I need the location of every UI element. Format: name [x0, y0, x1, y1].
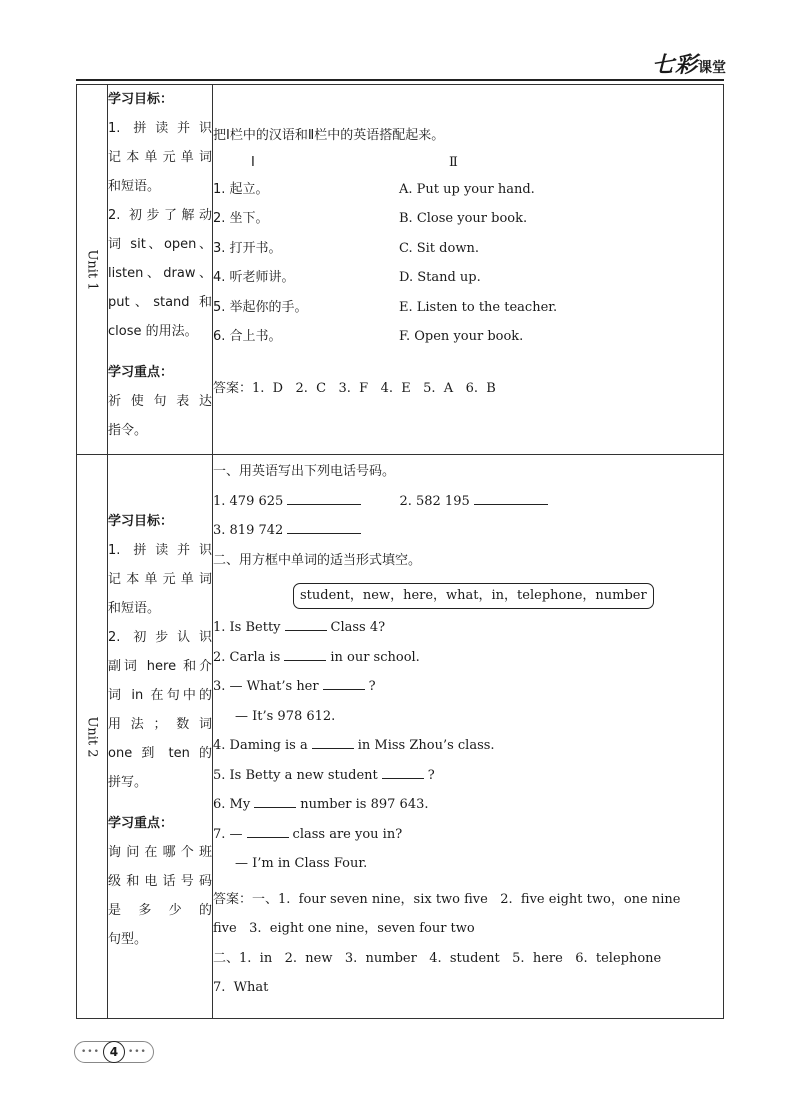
unit1-column-heads: [213, 151, 723, 175]
column-head-2: Ⅱ: [449, 154, 458, 170]
answer-blank[interactable]: [382, 766, 424, 779]
question-text: ?: [368, 679, 376, 694]
question-text: ?: [427, 767, 435, 783]
question-text: 7. —: [213, 826, 243, 842]
match-en: B. Close your book.: [399, 211, 528, 226]
question-3: [213, 672, 723, 702]
question-6: [213, 790, 723, 820]
unit2-focus-title: 学习重点：: [108, 816, 174, 831]
unit2-content: [213, 455, 724, 1019]
brand-logo: [652, 48, 726, 79]
dots-decoration: •••: [81, 1047, 100, 1057]
unit2-focus-line: 句型。: [108, 932, 148, 947]
unit2-goal2-line: one 到 ten 的: [108, 746, 212, 761]
answer-blank[interactable]: [323, 677, 365, 690]
unit2-goal2-line: 副词 here 和介: [108, 659, 212, 674]
question-7-reply: — I’m in Class Four.: [235, 856, 368, 871]
unit1-label: Unit 1: [84, 248, 100, 291]
question-text: in Miss Zhou’s class.: [357, 738, 495, 753]
unit1-goal2-line: 词 sit、open、: [108, 237, 212, 252]
unit1-focus-line: 祈使句表达: [108, 394, 212, 409]
question-2: [213, 643, 723, 673]
unit2-goal2-line: 用法；数词: [108, 717, 212, 732]
answer-blank[interactable]: [287, 521, 361, 534]
match-cn: 4. 听老师讲。: [213, 270, 295, 285]
unit2-goal2-line: 拼写。: [108, 775, 148, 790]
match-cn: 3. 打开书。: [213, 240, 282, 256]
question-text: in our school.: [330, 649, 420, 665]
unit2-answer-line: 答案：一、1. four seven nine，six two five 2. five eight two，one nine: [213, 891, 681, 907]
answer-blank[interactable]: [287, 492, 361, 505]
unit1-label-cell: [77, 85, 108, 455]
logo-script: 七彩: [651, 53, 698, 78]
unit2-goal2-line: 2. 初步认识: [108, 630, 212, 645]
unit1-goal1-line: 1. 拼读并识: [108, 121, 212, 136]
unit2-answer-line: five 3. eight one nine，seven four two: [213, 921, 475, 936]
unit1-goal1-line: 和短语。: [108, 179, 161, 194]
logo-text: 课堂: [698, 60, 726, 76]
unit1-goals: [108, 85, 213, 455]
match-cn: 2. 坐下。: [213, 211, 269, 226]
unit2-goal2-line: 词 in 在句中的: [108, 688, 212, 703]
match-pair: [213, 204, 723, 234]
unit1-goal2-line: put、stand 和: [108, 295, 212, 310]
lesson-table: [76, 84, 724, 1019]
phone-2: 2. 582 195: [399, 493, 470, 509]
part1-title: 一、用英语写出下列电话号码。: [213, 464, 396, 479]
unit2-label-cell: [77, 455, 108, 1019]
unit2-label: Unit 2: [84, 715, 100, 758]
unit1-goal1-line: 记本单元单词: [108, 150, 212, 165]
question-7: [213, 820, 723, 850]
match-pair: [213, 293, 723, 323]
page-number: 4: [103, 1041, 125, 1063]
unit2-focus-line: 级和电话号码: [108, 874, 212, 889]
word-box: student，new，here，what，in，telephone，number: [293, 583, 654, 609]
unit1-goal2-line: listen、draw、: [108, 266, 212, 281]
unit2-goals: [108, 455, 213, 1019]
phone-row: [213, 487, 723, 517]
question-text: 1. Is Betty: [213, 620, 281, 635]
unit2-goals-title: 学习目标：: [108, 514, 174, 529]
unit1-goal2-line: close 的用法。: [108, 324, 198, 339]
answer-blank[interactable]: [247, 825, 289, 838]
unit1-focus-line: 指令。: [108, 423, 148, 438]
answer-blank[interactable]: [285, 618, 327, 631]
question-text: number is 897 643.: [300, 797, 429, 812]
question-text: 3. — What’s her: [213, 679, 319, 694]
unit2-focus-line: 是多少的: [108, 903, 212, 918]
unit2-goal1-line: 记本单元单词: [108, 572, 212, 587]
part2-title: 二、用方框中单词的适当形式填空。: [213, 552, 422, 568]
match-en: F. Open your book.: [399, 329, 524, 344]
unit1-goal2-line: 2. 初步了解动: [108, 208, 212, 223]
match-pair: [213, 234, 723, 264]
match-en: C. Sit down.: [399, 240, 479, 256]
unit1-row: [77, 85, 724, 455]
question-text: Class 4?: [330, 620, 386, 635]
match-cn: 6. 合上书。: [213, 329, 282, 344]
unit2-answer-line: 7. What: [213, 980, 269, 995]
page-pill: [74, 1041, 154, 1063]
page-number-badge: [74, 1041, 154, 1063]
question-3-reply: — It’s 978 612.: [235, 708, 336, 724]
match-pair: [213, 322, 723, 352]
phone-row: [213, 516, 723, 546]
question-1: [213, 613, 723, 643]
match-en: E. Listen to the teacher.: [399, 299, 558, 315]
phone-3: 3. 819 742: [213, 523, 284, 538]
match-cn: 5. 举起你的手。: [213, 299, 308, 315]
column-head-1: Ⅰ: [251, 154, 255, 170]
dots-decoration: •••: [127, 1047, 147, 1057]
header-rule: [76, 79, 724, 81]
question-text: class are you in?: [292, 826, 403, 842]
question-4: [213, 731, 723, 761]
answer-blank[interactable]: [254, 795, 296, 808]
unit2-focus-line: 询问在哪个班: [108, 845, 212, 860]
unit1-focus-title: 学习重点：: [108, 365, 174, 380]
question-text: 6. My: [213, 797, 251, 812]
question-text: 5. Is Betty a new student: [213, 767, 378, 783]
unit2-row: [77, 455, 724, 1019]
phone-1: 1. 479 625: [213, 493, 284, 509]
question-5: [213, 761, 723, 791]
answer-blank[interactable]: [312, 736, 354, 749]
unit1-answer: 答案：1. D 2. C 3. F 4. E 5. A 6. B: [213, 380, 496, 396]
question-text: 4. Daming is a: [213, 738, 308, 753]
unit1-content: [213, 85, 724, 455]
match-pair: [213, 263, 723, 293]
match-pair: [213, 175, 723, 205]
unit2-goal1-line: 和短语。: [108, 601, 161, 616]
answer-blank[interactable]: [284, 648, 326, 661]
answer-blank[interactable]: [474, 492, 548, 505]
match-en: A. Put up your hand.: [399, 181, 535, 197]
question-text: 2. Carla is: [213, 649, 281, 665]
match-en: D. Stand up.: [399, 270, 481, 285]
unit1-goals-title: 学习目标：: [108, 92, 174, 107]
unit1-instruction: 把Ⅰ栏中的汉语和Ⅱ栏中的英语搭配起来。: [213, 128, 445, 143]
unit2-answer-line: 二、1. in 2. new 3. number 4. student 5. here 6. telephone: [213, 950, 662, 966]
match-cn: 1. 起立。: [213, 181, 269, 197]
unit2-goal1-line: 1. 拼读并识: [108, 543, 212, 558]
